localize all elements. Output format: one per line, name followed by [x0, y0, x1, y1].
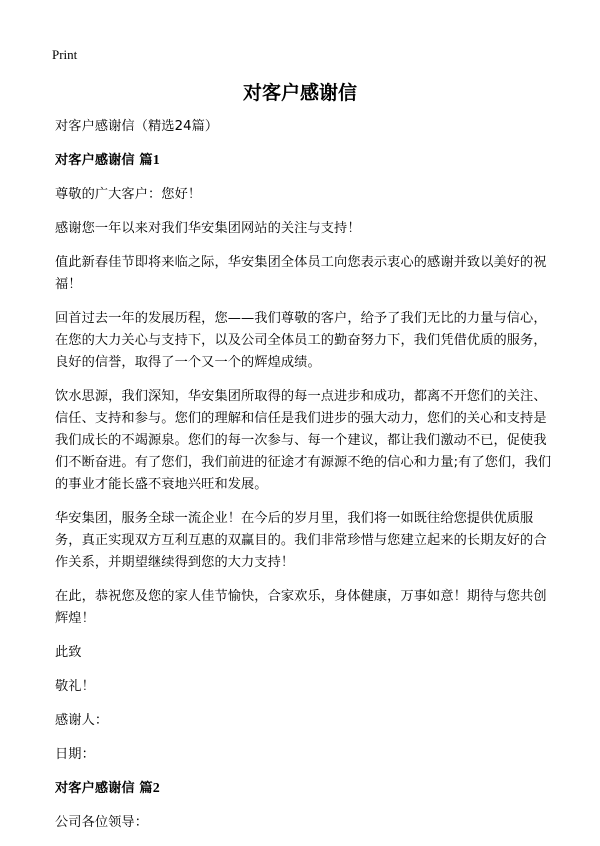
- document-body: [55, 116, 555, 846]
- section-2-heading: [55, 778, 555, 800]
- section-1-heading: [55, 150, 555, 172]
- document-subtitle: 对客户感谢信（精选24篇）: [55, 119, 219, 134]
- signer-line: 感谢人：: [55, 713, 109, 728]
- section-1-heading-number: 1: [152, 153, 160, 168]
- section-1-heading-text: 对客户感谢信 篇: [55, 153, 153, 168]
- greeting-paragraph: 尊敬的广大客户：您好！: [55, 187, 202, 202]
- closing-line: 此致: [55, 645, 82, 660]
- document-title: 对客户感谢信: [242, 82, 357, 104]
- blessing-paragraph: 在此，恭祝您及您的家人佳节愉快，合家欢乐，身体健康，万事如意！期待与您共创辉煌！: [55, 589, 547, 626]
- new-year-paragraph: 值此新春佳节即将来临之际，华安集团全体员工向您表示衷心的感谢并致以美好的祝福！: [55, 255, 547, 292]
- section-2-greeting: 公司各位领导：: [55, 815, 149, 830]
- print-link[interactable]: Print: [52, 47, 78, 62]
- section-2-heading-number: 2: [152, 781, 160, 796]
- gratitude-paragraph: 饮水思源，我们深知，华安集团所取得的每一点进步和成功，都离不开您们的关注、信任、支持和参与。您们的理解和信任是我们进步的强大动力，您们的关心和支持是我们成长的不竭源泉。您们的每一次参与、每一个建议，都让我们激动不已，促使我们不断奋进。有了您们，我们前进的征途才有源源不绝的信心和力量;有了您们，我们的事业才能长盛不衰地兴旺和发展。: [55, 389, 552, 492]
- date-line: 日期：: [55, 747, 95, 762]
- service-paragraph: 华安集团，服务全球一流企业！在今后的岁月里，我们将一如既往给您提供优质服务，真正实现双方互利互惠的双赢目的。我们非常珍惜与您建立起来的长期友好的合作关系，并期望继续得到您的大力支持！: [55, 511, 547, 570]
- thanks-paragraph: 感谢您一年以来对我们华安集团网站的关注与支持！: [55, 221, 361, 236]
- review-paragraph: 回首过去一年的发展历程，您——我们尊敬的客户，给予了我们无比的力量与信心，在您的大力关心与支持下，以及公司全体员工的勤奋努力下，我们凭借优质的服务，良好的信誉，取得了一个又一个的辉煌成绩。: [55, 311, 547, 370]
- section-2-heading-text: 对客户感谢信 篇: [55, 781, 153, 796]
- salute-line: 敬礼！: [55, 679, 95, 694]
